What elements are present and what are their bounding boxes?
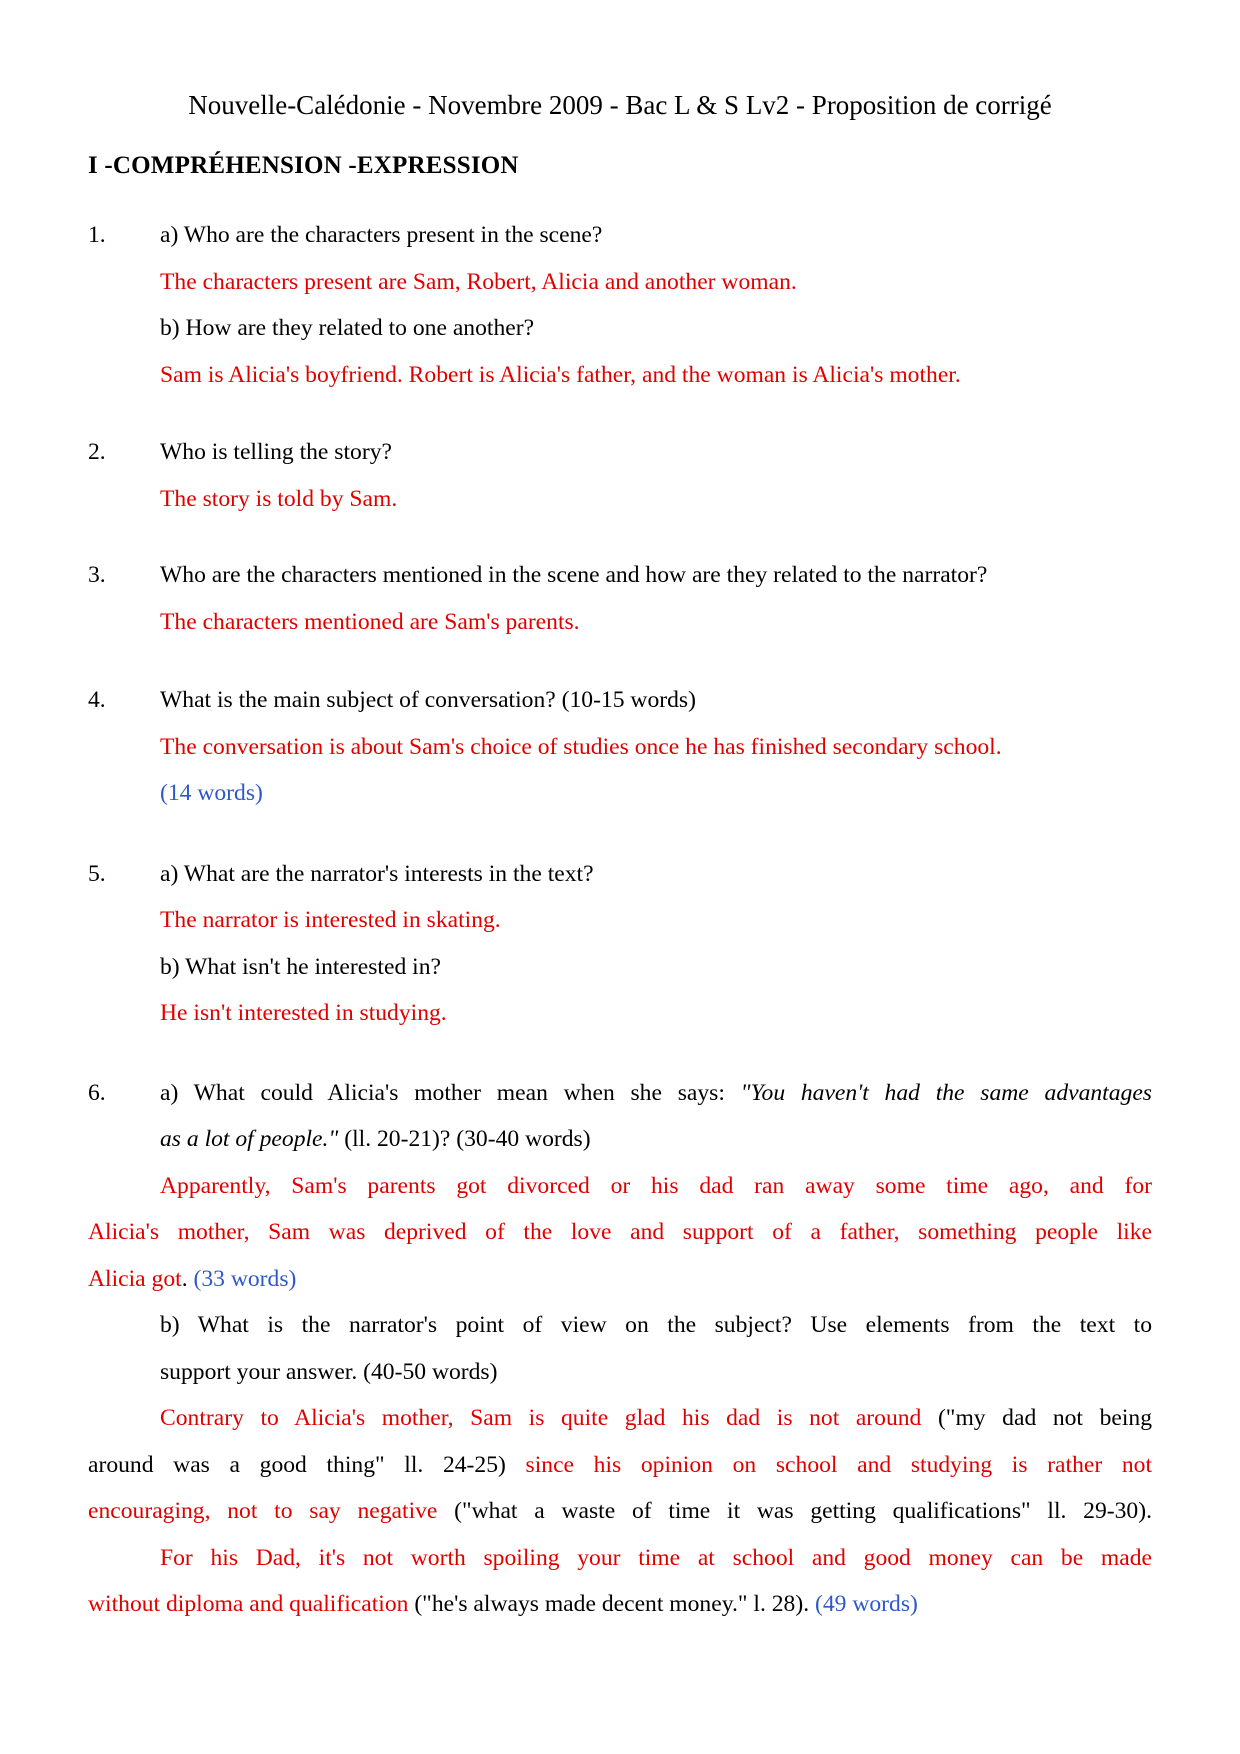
question-text: support your answer. (40-50 words): [160, 1358, 498, 1385]
answer-1a-text: [88, 259, 1152, 306]
question-2: [88, 429, 1152, 522]
answer-1b-text: [88, 352, 1152, 399]
question-4-number: 4.: [88, 687, 106, 713]
quoted-text: ("what a waste of time it was getting qualifications" ll. 29-30).: [454, 1498, 1152, 1524]
question-6a-line2: [88, 1116, 1152, 1163]
question-6: [88, 1070, 1152, 1628]
question-text: Who are the characters mentioned in the scene and how are they related to the narrator?: [160, 562, 988, 588]
question-6a-line1: [88, 1070, 1152, 1117]
answer-2-text: [88, 476, 1152, 523]
question-text: b) How are they related to one another?: [160, 315, 535, 341]
answer-6b-line1: [88, 1395, 1152, 1442]
answer-text: The story is told by Sam.: [160, 485, 398, 512]
answer-6a-line1: [88, 1163, 1152, 1210]
page-title: Nouvelle-Calédonie - Novembre 2009 - Bac L & S Lv2 - Proposition de corrigé: [188, 90, 1052, 120]
answer-text: For his Dad, it's not worth spoiling your time at school and good money can be made: [160, 1544, 1152, 1571]
question-6b-line2: [88, 1349, 1152, 1396]
answer-text: Apparently, Sam's parents got divorced or his dad ran away some time ago, and for: [160, 1172, 1152, 1199]
answer-6a-line3: [88, 1256, 1152, 1303]
answer-text: Alicia's mother, Sam was deprived of the love and support of a father, something people like: [88, 1219, 1152, 1245]
question-text: a) Who are the characters present in the scene?: [160, 222, 603, 248]
question-4: [88, 677, 1152, 817]
question-5a-text: [88, 851, 1152, 898]
answer-text: since his opinion on school and studying is rather not: [525, 1451, 1153, 1478]
question-5: [88, 851, 1152, 1037]
quoted-text: around was a good thing" ll. 24-25): [88, 1451, 526, 1478]
answer-text: The conversation is about Sam's choice of studies once he has finished secondary school.: [160, 733, 1002, 760]
answer-6b-line2: [88, 1442, 1152, 1489]
question-text: What is the main subject of conversation? (10-15 words): [160, 687, 696, 713]
question-6b-line1: [88, 1302, 1152, 1349]
answer-text: He isn't interested in studying.: [160, 1000, 447, 1026]
answer-text: Alicia got: [88, 1265, 182, 1292]
question-text: b) What isn't he interested in?: [160, 953, 441, 980]
answer-4-word-count: [88, 770, 1152, 817]
question-3: [88, 552, 1152, 645]
answer-6b-line4: [88, 1535, 1152, 1582]
question-1: [88, 212, 1152, 398]
answer-5a-text: [88, 897, 1152, 944]
answer-6b-line5: [88, 1581, 1152, 1628]
question-1b-text: [88, 305, 1152, 352]
answer-3-text: [88, 599, 1152, 646]
question-1-number: 1.: [88, 222, 106, 248]
answer-text: .: [181, 1265, 194, 1292]
answer-6b-line3: [88, 1488, 1152, 1535]
word-count-text: (49 words): [815, 1591, 918, 1617]
section-heading: I -COMPRÉHENSION -EXPRESSION: [88, 151, 519, 179]
quoted-text: ("he's always made decent money." l. 28).: [414, 1591, 815, 1617]
word-count-text: (14 words): [160, 780, 263, 806]
question-3-text: [88, 552, 1152, 599]
answer-6a-line2: [88, 1209, 1152, 1256]
answer-text: The characters present are Sam, Robert, Alicia and another woman.: [160, 268, 797, 295]
question-6-number: 6.: [88, 1079, 106, 1106]
answer-text: encouraging, not to say negative: [88, 1498, 455, 1524]
question-4-text: [88, 677, 1152, 724]
answer-text: Contrary to Alicia's mother, Sam is quite glad his dad is not around: [160, 1405, 938, 1431]
question-3-number: 3.: [88, 562, 106, 588]
answer-text: The narrator is interested in skating.: [160, 907, 501, 933]
question-5b-text: [88, 944, 1152, 991]
question-text: a) What are the narrator's interests in the text?: [160, 860, 594, 887]
answer-text: Sam is Alicia's boyfriend. Robert is Alicia's father, and the woman is Alicia's mother.: [160, 361, 961, 388]
document-content: [88, 82, 1152, 1628]
answer-4-text: [88, 724, 1152, 771]
question-5-number: 5.: [88, 860, 106, 887]
quoted-text: ("my dad not being: [937, 1405, 1152, 1431]
question-text: Who is telling the story?: [160, 439, 392, 465]
question-text: (ll. 20-21)? (30-40 words): [344, 1126, 591, 1152]
question-text: a) What could Alicia's mother mean when she says:: [160, 1079, 741, 1106]
question-1a-text: [88, 212, 1152, 259]
answer-text: The characters mentioned are Sam's parents.: [160, 608, 580, 635]
answer-5b-text: [88, 990, 1152, 1037]
quoted-text: "You haven't had the same advantages: [740, 1079, 1152, 1106]
question-text: b) What is the narrator's point of view on the subject? Use elements from the text to: [160, 1312, 1152, 1338]
answer-text: without diploma and qualification: [88, 1591, 415, 1617]
question-2-text: [88, 429, 1152, 476]
word-count-text: (33 words): [193, 1265, 297, 1292]
quoted-text: as a lot of people.": [160, 1126, 345, 1152]
question-2-number: 2.: [88, 439, 106, 465]
